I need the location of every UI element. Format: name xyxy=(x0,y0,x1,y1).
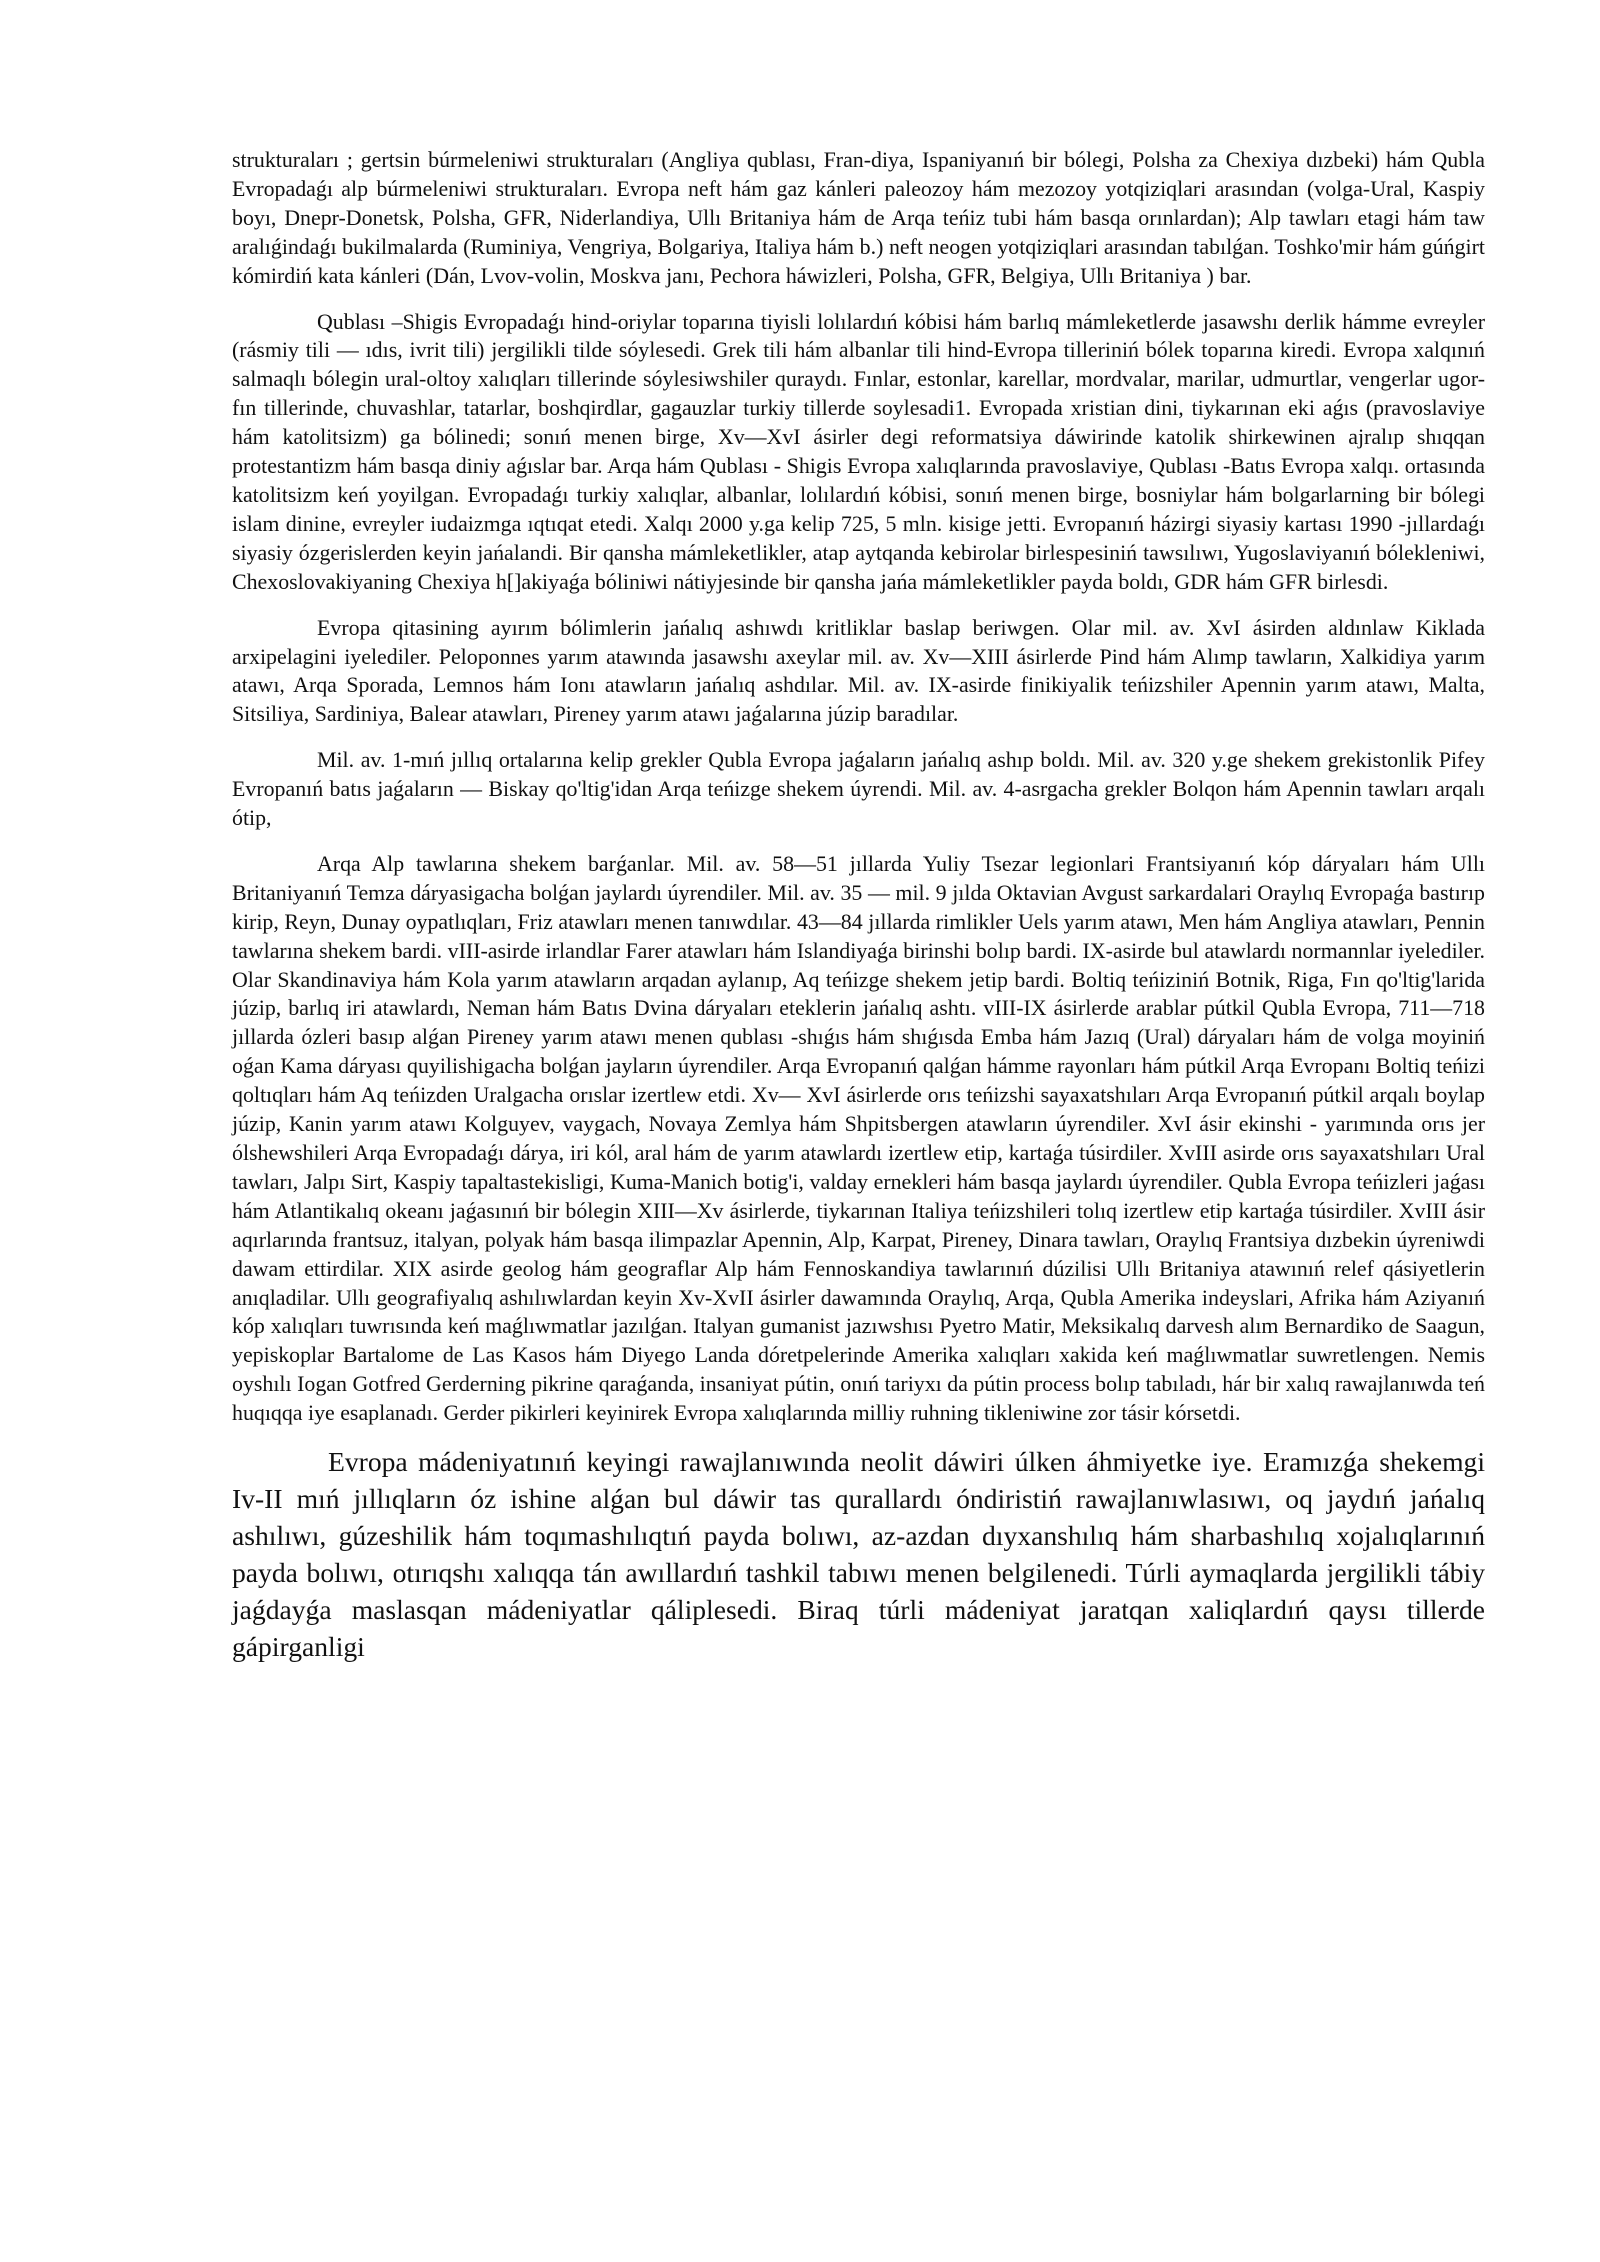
paragraph-gap xyxy=(232,291,1485,308)
paragraph-greeks: Mil. av. 1-mıń jıllıq ortalarına kelip grekler Qubla Evropa jaǵaların jańalıq ashıp boldı. Mil. av. 320 y.ge shekem grekistonlik Pifey Evropanıń batıs jaǵaların — Biskay qo'ltig'idan Arqa teńizge shekem úyrendi. Mil. av. 4-asrgacha grekler Bolqon hám Apennin tawları arqalı ótip, xyxy=(232,747,1485,831)
paragraph-later-exploration: Arqa Alp tawlarına shekem barǵanlar. Mil. av. 58—51 jıllarda Yuliy Tsezar legionlari Frantsiyanıń kóp dáryaları hám Ullı Britaniyanıń Temza dáryasigacha bolǵan jaylardı úyrendiler. Mil. av. 35 — mil. 9 jılda Oktavian Avgust sarkardalari Oraylıq Evropaǵa bastırıp kirip, Reyn, Dunay oypatlıqları, Friz atawları menen tanıwdılar. 43—84 jıllarda rimlikler Uels yarım atawı, Men hám Angliya atawları, Pennin tawlarına shekem bardi. vIII-asirde irlandlar Farer atawları hám Islandiyaǵa birinshi bolıp bardi. IX-asirde bul atawlardı normannlar iyelediler. Olar Skandinaviya hám Kola yarım atawların arqadan aylanıp, Aq teńizge shekem jetip bardi. Boltiq teńiziniń Botnik, Riga, Fın qo'ltig'larida júzip, barlıq iri atawlardı, Neman hám Batıs Dvina dáryaları eteklerin jańalıq ashtı. vIII-IX ásirlerde arablar pútkil Qubla Evropa, 711—718 jıllarda ózleri basıp alǵan Pireney yarım atawı menen qublası -shıǵıs hám shıǵısda Emba hám Jazıq (Ural) dáryaları hám de volga moyiniń oǵan Kama dáryası quyilishigacha bolǵan jayların úyrendiler. Arqa Evropanıń qalǵan hámme rayonları hám pútkil Arqa Evropanı Boltiq teńizi qoltıqları hám Aq teńizden Uralgacha orıslar izertlew etdi. Xv— XvI ásirlerde orıs teńizshi sayaxatshıları Arqa Evropanıń pútkil arqalı boylap júzip, Kanin yarım atawı Kolguyev, vaygach, Novaya Zemlya hám Shpitsbergen atawların úyrendiler. XvI ásir ekinshi - yarımında orıs jer ólshewshileri Arqa Evropadaǵı dárya, iri kól, aral hám de yarım atawlardı izertlew etip, kartaǵa túsirdiler. XvIII asirde orıs sayaxatshıları Ural tawları, Jalpı Sirt, Kaspiy tapaltastekisligi, Kuma-Manich botig'i, valday ernekleri hám basqa jaylardı úyrendiler. Qubla Evropa teńizleri jaǵası hám Atlantikalıq okeanı jaǵasınıń bir bólegin XIII—Xv ásirlerde, tiykarınan Italiya teńizshileri tolıq izertlew etip kartaǵa túsirdiler. XvIII ásir aqırlarında frantsuz, italyan, polyak hám basqa ilimpazlar Apennin, Alp, Karpat, Pireney, Dinara tawları, Oraylıq Frantsiya dızbekin úyreniwdi dawam ettirdilar. XIX asirde geolog hám geograflar Alp hám Fennoskandiya tawlarınıń dúzilisi Ullı Britaniya atawınıń relef qásiyetlerin anıqladilar. Ullı geografiyalıq ashılıwlardan keyin Xv-XvII ásirler dawamında Oraylıq, Arqa, Qubla Amerika indeyslari, Afrika hám Aziyanıń kóp xalıqları tuwrısında keń maǵlıwmatlar jazılǵan. Italyan gumanist jazıwshısı Pyetro Matir, Meksikalıq darvesh alım Bernardiko de Saagun, yepiskoplar Bartalome de Las Kasos hám Diyego Landa dóretpelerinde Amerika xalıqları xakida keń maǵlıwmatlar suwretlengen. Nemis oyshılı Iogan Gotfred Gerderning pikrine qaraǵanda, insaniyat pútin, onıń tariyxı da pútin process bolıp tabıladı, hár bir xalıq rawajlanıwda teń huqıqqa iye esaplanadı. Gerder pikirleri keyinirek Evropa xalıqlarında milliy ruhning tikleniwine zor tásir kórsetdi. xyxy=(232,850,1485,1426)
paragraph-neolithic: Evropa mádeniyatınıń keyingi rawajlanıwında neolit dáwiri úlken áhmiyetke iye. Eramızǵa shekemgi Iv-II mıń jıllıqların óz ishine alǵan bul dáwir tas qurallardı óndiristiń rawajlanıwlasıwı, oq jaydıń jańalıq ashılıwı, gúzeshilik hám toqımashılıqtıń payda bolıwı, az-azdan dıyxanshılıq hám sharbashılıq xojalıqlarınıń payda bolıwı, otırıqshı xalıqqa tán awıllardıń tashkil tabıwı menen belgilenedi. Túrli aymaqlarda jergilikli tábiy jaǵdayǵa maslasqan mádeniyatlar qáliplesedi. Biraq túrli mádeniyat jaratqan xaliqlardıń qaysı tillerde gápirganligi xyxy=(232,1446,1485,1663)
paragraph-gap xyxy=(232,597,1485,614)
paragraph-exploration-cretans: Evropa qitasining ayırım bólimlerin jańalıq ashıwdı kritliklar baslap beriwgen. Olar mil. av. XvI ásirden aldınlaw Kiklada arxipelagini iyelediler. Peloponnes yarım atawında jasawshı axeylar mil. av. Xv—XIII ásirlerde Pind hám Alımp tawların, Xalkidiya yarım atawı, Arqa Sporada, Lemnos hám Ionı atawların jańalıq ashdılar. Mil. av. IX-asirde finikiyalik teńizshiler Apennin yarım atawı, Malta, Sitsiliya, Sardiniya, Balear atawları, Pireney yarım atawı jaǵalarına júzip baradılar. xyxy=(232,614,1485,727)
paragraph-languages-religion: Qublası –Shigis Evropadaǵı hind-oriylar toparına tiyisli lolılardıń kóbisi hám barlıq mámleketlerde jasawshı derlik hámme evreyler (rásmiy tili — ıdıs, ivrit tili) jergilikli tilde sóylesedi. Grek tili hám albanlar tili hind-Evropa tilleriniń bólek toparına kiredi. Evropa xalqınıń salmaqlı bólegin ural-oltoy xalıqları tillerinde sóylesiwshiler quraydı. Fınlar, estonlar, karellar, mordvalar, marilar, udmurtlar, vengerlar ugor-fın tillerinde, chuvashlar, tatarlar, boshqirdlar, gagauzlar turkiy tillerde soylesadi1. Evropada xristian dini, tiykarınan eki aǵıs (pravoslaviye hám katolitsizm) ga bólinedi; sonıń menen birge, Xv—XvI ásirler degi reformatsiya dáwirinde katolik shirkewinen ajralıp shıqqan protestantizm hám basqa diniy aǵıslar bar. Arqa hám Qublası - Shigis Evropa xalıqlarında pravoslaviye, Qublası -Batıs Evropa xalqı. ortasında katolitsizm keń yoyilgan. Evropadaǵı turkiy xalıqlar, albanlar, lolılardıń kóbisi, sonıń menen birge, bosniylar hám bolgarlarning bir bólegi islam dinine, evreyler iudaizmga ıqtıqat etedi. Xalqı 2000 y.ga kelip 725, 5 mln. kisige jetti. Evropanıń házirgi siyasiy kartası 1990 -jıllardaǵı siyasiy ózgerislerden keyin jańalandi. Bir qansha mámleketlikler, atap aytqanda kebirolar birlespesiniń tawsılıwı, Yugoslaviyanıń bólekleniwi, Chexoslovakiyaning Chexiya h[]akiyaǵa bóliniwi nátiyjesinde bir qansha jańa mámleketlikler payda boldı, GDR hám GFR birlesdi. xyxy=(232,308,1485,594)
paragraph-gap xyxy=(232,833,1485,850)
paragraph-structures-resources: strukturaları ; gertsin búrmeleniwi strukturaları (Angliya qublası, Fran-diya, Ispaniyanıń bir bólegi, Polsha za Chexiya dızbeki) hám Qubla Evropadaǵı alp búrmeleniwi strukturaları. Evropa neft hám gaz kánleri paleozoy hám mezozoy yotqiziqlari arasından (volga-Ural, Kaspiy boyı, Dnepr-Donetsk, Polsha, GFR, Niderlandiya, Ullı Britaniya hám de Arqa teńiz tubi hám basqa orınlardan); Alp tawları etagi hám taw aralıǵindaǵı bukilmalarda (Ruminiya, Vengriya, Bolgariya, Italiya hám b.) neft neogen yotqiziqlari arasından tabılǵan. Toshko'mir hám gúńgirt kómirdiń kata kánleri (Dán, Lvov-volin, Moskva janı, Pechora háwizleri, Polsha, GFR, Belgiya, Ullı Britaniya ) bar. xyxy=(232,147,1485,288)
document-page xyxy=(232,146,1485,1665)
paragraph-gap xyxy=(232,1428,1485,1443)
paragraph-gap xyxy=(232,729,1485,746)
